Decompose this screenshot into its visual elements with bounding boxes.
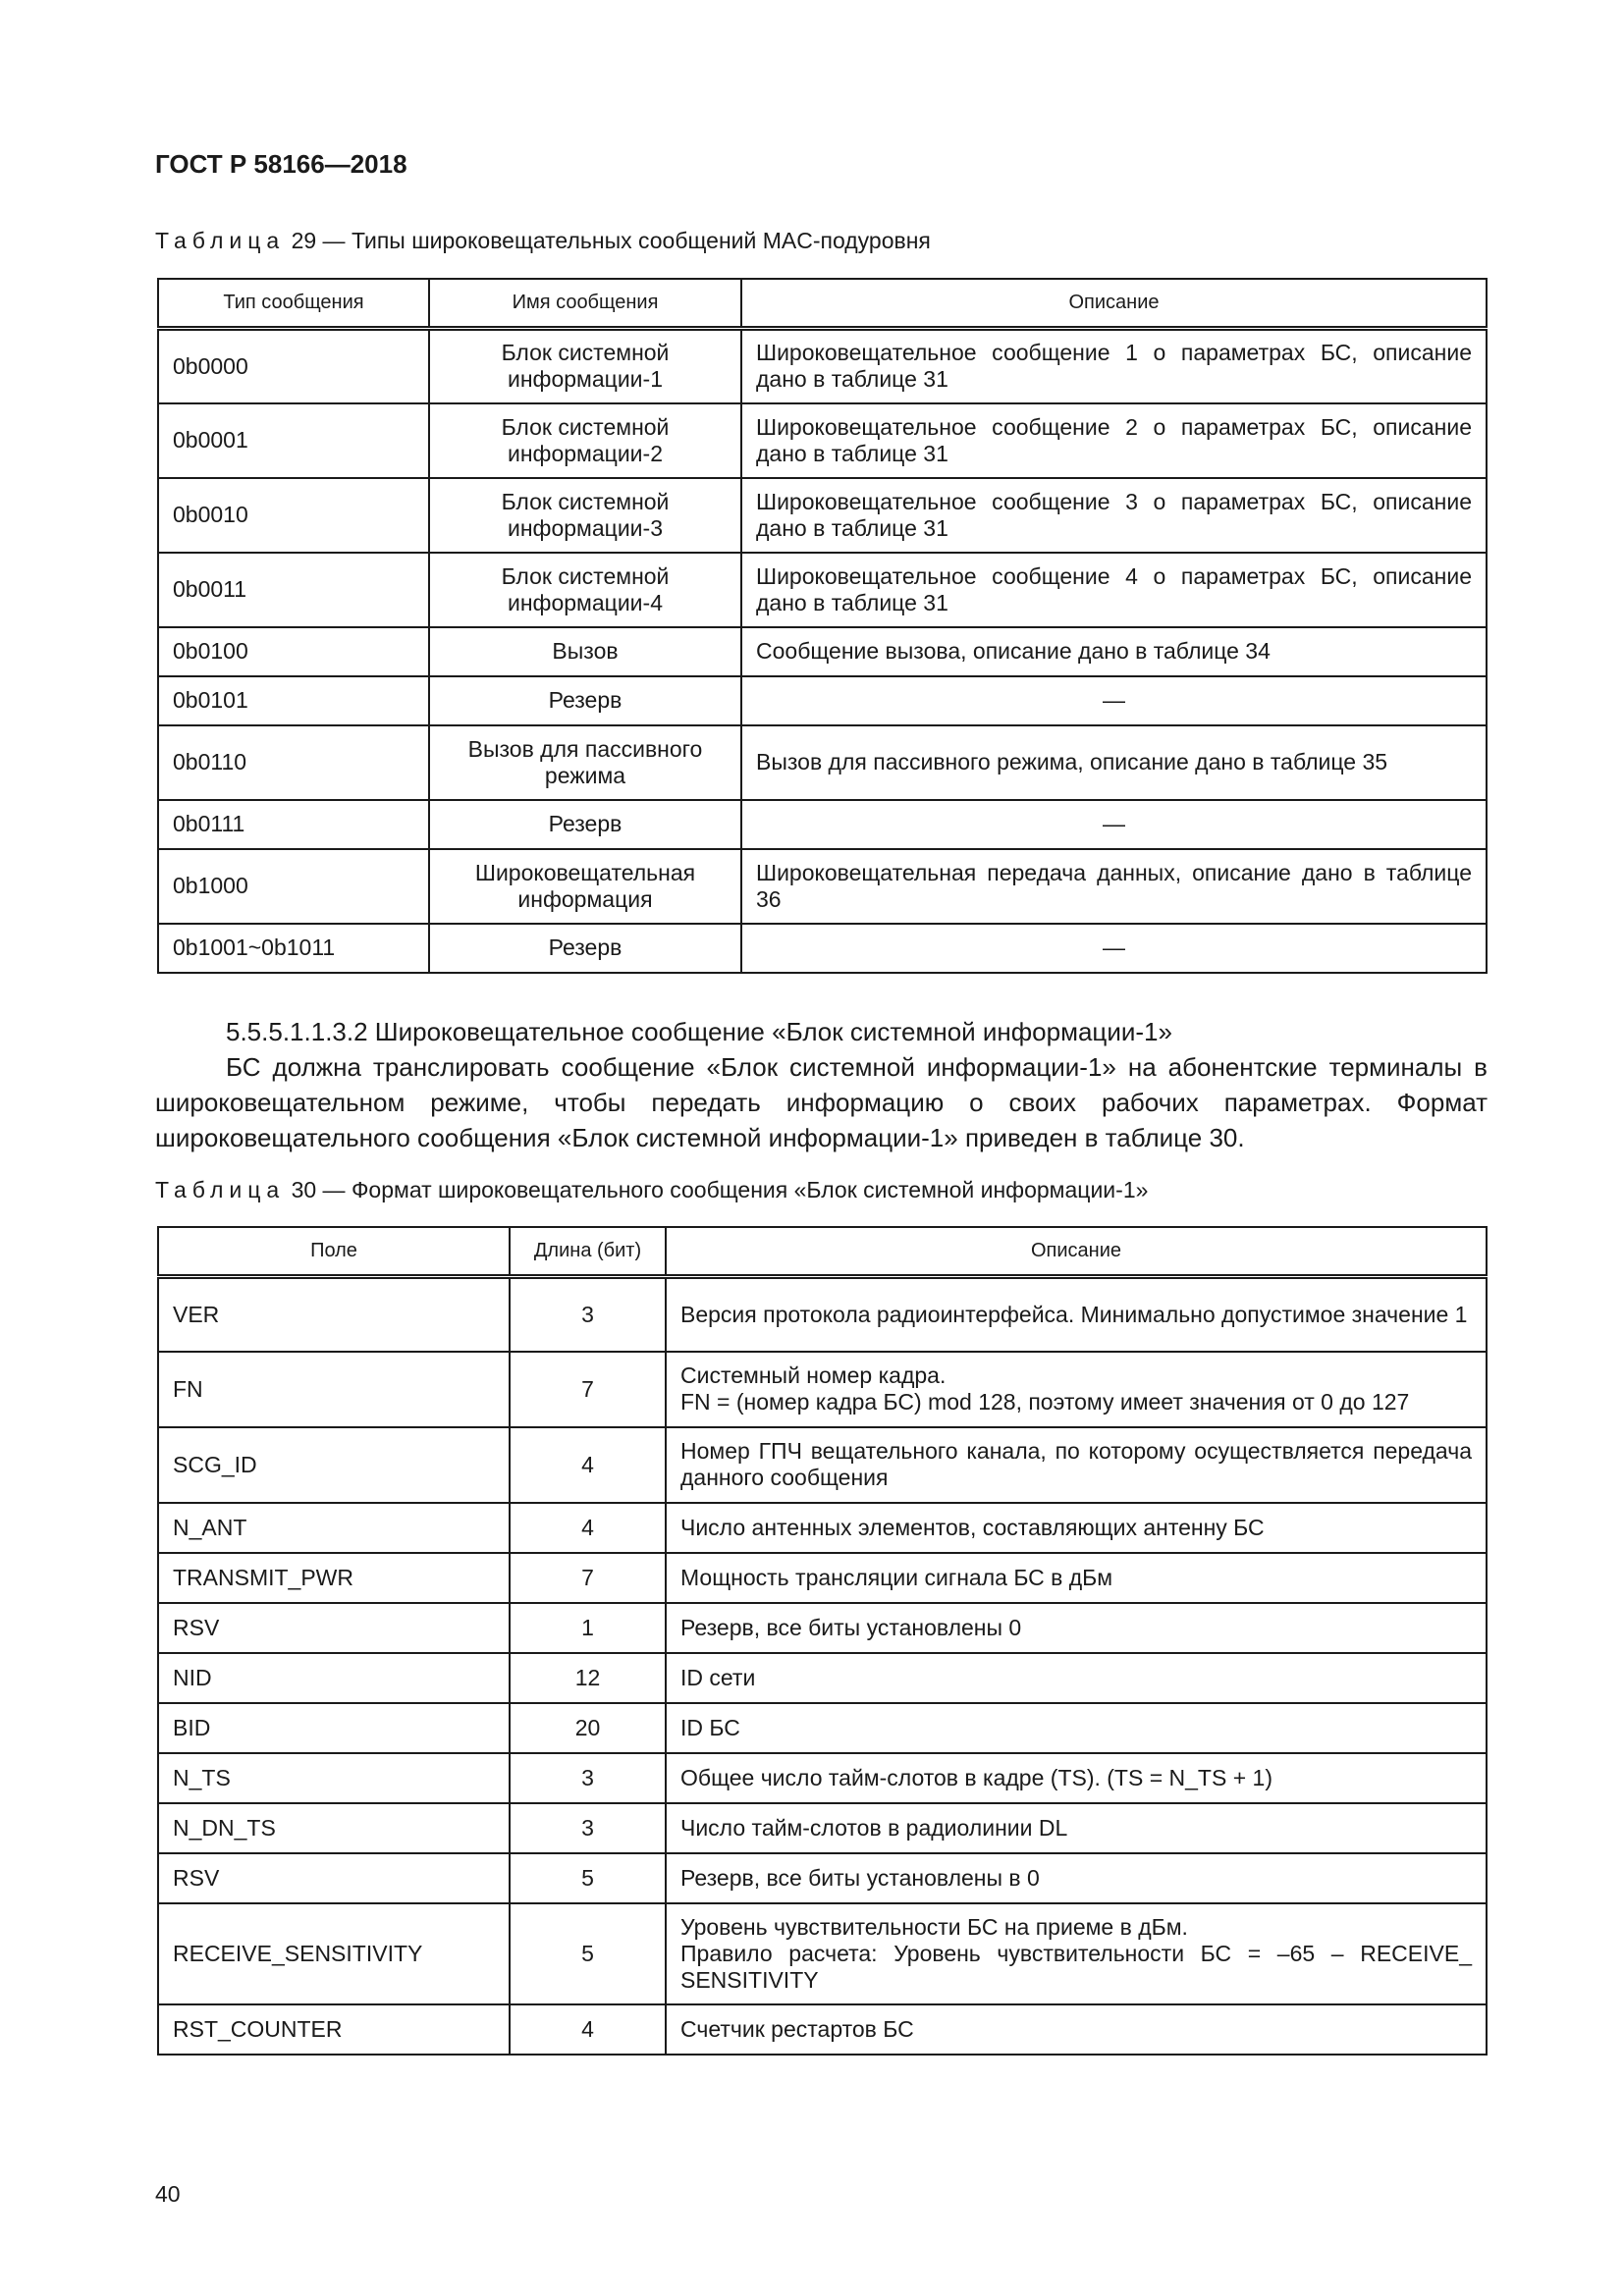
message-name-cell: Блок системной информации-3 bbox=[429, 478, 741, 553]
table-row bbox=[158, 1277, 1487, 1352]
field-cell: BID bbox=[158, 1703, 510, 1753]
table29 bbox=[157, 278, 1488, 974]
description-cell: Широковещательное сообщение 3 о параметрах БС, описание дано в таблице 31 bbox=[741, 478, 1487, 553]
table-row bbox=[158, 1653, 1487, 1703]
description-line: Счетчик рестартов БС bbox=[680, 2015, 914, 2042]
message-name-cell: Блок системной информации-1 bbox=[429, 329, 741, 403]
description-line: Общее число тайм-слотов в кадре (TS). (TS = N_TS + 1) bbox=[680, 1764, 1272, 1790]
description-line: Версия протокола радиоинтерфейса. Минимально допустимое значение 1 bbox=[680, 1301, 1468, 1327]
length-cell: 1 bbox=[510, 1603, 666, 1653]
table-header-row bbox=[158, 279, 1487, 329]
length-cell: 3 bbox=[510, 1803, 666, 1853]
table-row bbox=[158, 627, 1487, 676]
table-row bbox=[158, 849, 1487, 924]
description-cell: Вызов для пассивного режима, описание дано в таблице 35 bbox=[741, 725, 1487, 800]
table30-caption-word: Таблица bbox=[155, 1177, 286, 1202]
description-line: Уровень чувствительности БС на приеме в дБм. bbox=[680, 1913, 1188, 1940]
description-line: FN = (номер кадра БС) mod 128, поэтому имеет значения от 0 до 127 bbox=[680, 1389, 1410, 1415]
length-cell: 4 bbox=[510, 1427, 666, 1503]
column-header: Длина (бит) bbox=[510, 1227, 666, 1277]
table-row bbox=[158, 2004, 1487, 2055]
table-row bbox=[158, 1703, 1487, 1753]
description-cell: Сообщение вызова, описание дано в таблице 34 bbox=[741, 627, 1487, 676]
length-cell: 12 bbox=[510, 1653, 666, 1703]
description-cell bbox=[666, 1603, 1487, 1653]
column-header: Поле bbox=[158, 1227, 510, 1277]
length-cell: 5 bbox=[510, 1903, 666, 2004]
description-cell: — bbox=[741, 800, 1487, 849]
message-type-cell: 0b0101 bbox=[158, 676, 429, 725]
table-row bbox=[158, 1427, 1487, 1503]
field-cell: TRANSMIT_PWR bbox=[158, 1553, 510, 1603]
message-name-cell: Вызов bbox=[429, 627, 741, 676]
length-cell: 4 bbox=[510, 2004, 666, 2055]
table-row bbox=[158, 1803, 1487, 1853]
length-cell: 4 bbox=[510, 1503, 666, 1553]
table-row bbox=[158, 1352, 1487, 1427]
table-row bbox=[158, 1603, 1487, 1653]
table-row bbox=[158, 403, 1487, 478]
table-row bbox=[158, 1553, 1487, 1603]
description-cell bbox=[666, 1853, 1487, 1903]
field-cell: VER bbox=[158, 1277, 510, 1352]
table-row bbox=[158, 676, 1487, 725]
description-cell: Широковещательное сообщение 4 о параметрах БС, описание дано в таблице 31 bbox=[741, 553, 1487, 627]
table-row bbox=[158, 924, 1487, 973]
message-name-cell: Резерв bbox=[429, 676, 741, 725]
description-cell: Широковещательное сообщение 2 о параметрах БС, описание дано в таблице 31 bbox=[741, 403, 1487, 478]
table-row bbox=[158, 725, 1487, 800]
column-header: Имя сообщения bbox=[429, 279, 741, 329]
length-cell: 5 bbox=[510, 1853, 666, 1903]
description-cell: — bbox=[741, 924, 1487, 973]
message-type-cell: 0b0100 bbox=[158, 627, 429, 676]
field-cell: FN bbox=[158, 1352, 510, 1427]
description-line: Правило расчета: Уровень чувствительности БС = –65 – RECEIVE_ SENSITIVITY bbox=[680, 1940, 1472, 1993]
table-row bbox=[158, 1753, 1487, 1803]
field-cell: NID bbox=[158, 1653, 510, 1703]
description-cell bbox=[666, 1277, 1487, 1352]
table29-caption-text: 29 — Типы широковещательных сообщений MAC-подуровня bbox=[291, 228, 931, 253]
field-cell: N_ANT bbox=[158, 1503, 510, 1553]
table-header-row bbox=[158, 1227, 1487, 1277]
description-cell bbox=[666, 1553, 1487, 1603]
section-heading: 5.5.5.1.1.3.2 Широковещательное сообщение «Блок системной информации-1» bbox=[226, 1017, 1172, 1046]
page-number: 40 bbox=[155, 2181, 181, 2207]
table-row bbox=[158, 1853, 1487, 1903]
column-header: Описание bbox=[666, 1227, 1487, 1277]
description-cell bbox=[666, 1903, 1487, 2004]
message-name-cell: Блок системной информации-2 bbox=[429, 403, 741, 478]
description-line: ID сети bbox=[680, 1664, 756, 1690]
table30-caption bbox=[155, 1177, 1148, 1203]
table-row bbox=[158, 553, 1487, 627]
column-header: Тип сообщения bbox=[158, 279, 429, 329]
table30-caption-text: 30 — Формат широковещательного сообщения «Блок системной информации-1» bbox=[291, 1177, 1149, 1202]
table-row bbox=[158, 478, 1487, 553]
message-name-cell: Блок системной информации-4 bbox=[429, 553, 741, 627]
description-cell bbox=[666, 1653, 1487, 1703]
description-cell bbox=[666, 1352, 1487, 1427]
field-cell: RSV bbox=[158, 1853, 510, 1903]
message-type-cell: 0b0110 bbox=[158, 725, 429, 800]
document-header: ГОСТ Р 58166—2018 bbox=[155, 149, 407, 179]
message-type-cell: 0b0010 bbox=[158, 478, 429, 553]
message-name-cell: Резерв bbox=[429, 924, 741, 973]
length-cell: 20 bbox=[510, 1703, 666, 1753]
description-cell: Широковещательное сообщение 1 о параметрах БС, описание дано в таблице 31 bbox=[741, 329, 1487, 403]
description-line: ID БС bbox=[680, 1714, 740, 1740]
length-cell: 7 bbox=[510, 1553, 666, 1603]
description-line: Мощность трансляции сигнала БС в дБм bbox=[680, 1564, 1113, 1590]
field-cell: RECEIVE_SENSITIVITY bbox=[158, 1903, 510, 2004]
description-cell bbox=[666, 1803, 1487, 1853]
table-row bbox=[158, 329, 1487, 403]
column-header: Описание bbox=[741, 279, 1487, 329]
table29-caption-word: Таблица bbox=[155, 228, 286, 253]
table30 bbox=[157, 1226, 1488, 2056]
description-line: Резерв, все биты установлены 0 bbox=[680, 1614, 1022, 1640]
description-cell: Широковещательная передача данных, описание дано в таблице 36 bbox=[741, 849, 1487, 924]
field-cell: SCG_ID bbox=[158, 1427, 510, 1503]
message-type-cell: 0b0001 bbox=[158, 403, 429, 478]
message-name-cell: Широковещательная информация bbox=[429, 849, 741, 924]
length-cell: 3 bbox=[510, 1753, 666, 1803]
field-cell: N_TS bbox=[158, 1753, 510, 1803]
description-cell bbox=[666, 1503, 1487, 1553]
section-body: БС должна транслировать сообщение «Блок системной информации-1» на абонентские терминалы в широковещательном режиме, чтобы передать информацию о своих рабочих параметрах. Формат широковещательного сообщения «Блок системной информации-1» приведен в таблице 30. bbox=[155, 1052, 1488, 1152]
message-type-cell: 0b1001~0b1011 bbox=[158, 924, 429, 973]
description-cell: — bbox=[741, 676, 1487, 725]
message-name-cell: Резерв bbox=[429, 800, 741, 849]
description-line: Резерв, все биты установлены в 0 bbox=[680, 1864, 1040, 1891]
description-line: Системный номер кадра. bbox=[680, 1362, 947, 1388]
table-row bbox=[158, 1503, 1487, 1553]
description-cell bbox=[666, 1427, 1487, 1503]
message-type-cell: 0b0011 bbox=[158, 553, 429, 627]
description-cell bbox=[666, 1753, 1487, 1803]
length-cell: 7 bbox=[510, 1352, 666, 1427]
description-cell bbox=[666, 2004, 1487, 2055]
table-row bbox=[158, 1903, 1487, 2004]
description-line: Номер ГПЧ вещательного канала, по которому осуществляется передача данного сообщения bbox=[680, 1438, 1472, 1490]
field-cell: RST_COUNTER bbox=[158, 2004, 510, 2055]
message-type-cell: 0b0000 bbox=[158, 329, 429, 403]
description-line: Число тайм-слотов в радиолинии DL bbox=[680, 1814, 1068, 1841]
table-row bbox=[158, 800, 1487, 849]
message-type-cell: 0b1000 bbox=[158, 849, 429, 924]
description-cell bbox=[666, 1703, 1487, 1753]
length-cell: 3 bbox=[510, 1277, 666, 1352]
field-cell: RSV bbox=[158, 1603, 510, 1653]
message-type-cell: 0b0111 bbox=[158, 800, 429, 849]
table29-caption bbox=[155, 228, 931, 254]
description-line: Число антенных элементов, составляющих антенну БС bbox=[680, 1514, 1265, 1540]
message-name-cell: Вызов для пассивного режима bbox=[429, 725, 741, 800]
field-cell: N_DN_TS bbox=[158, 1803, 510, 1853]
